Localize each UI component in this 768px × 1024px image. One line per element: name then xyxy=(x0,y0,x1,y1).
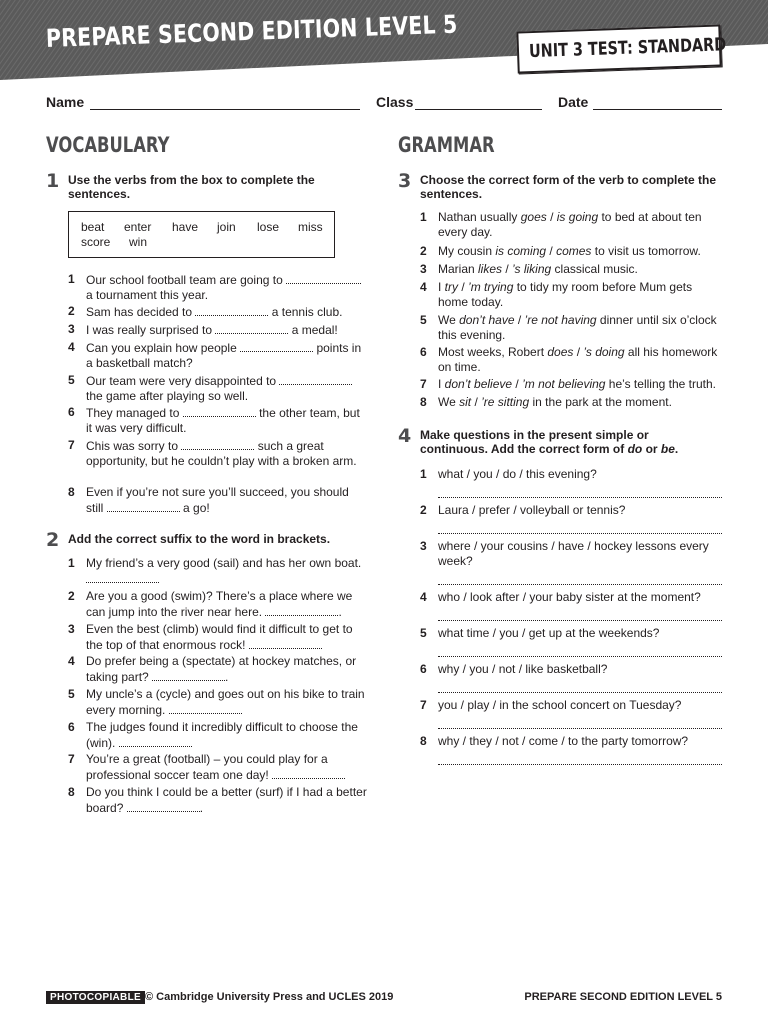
name-field[interactable] xyxy=(90,109,360,110)
exercise-item xyxy=(420,503,722,518)
date-label: Date xyxy=(558,94,589,110)
item-text-before: Marian xyxy=(438,262,479,276)
item-text-before: The judges found it incredibly difficult to choose the (win). xyxy=(86,720,358,750)
exercise-item xyxy=(68,340,368,371)
item-text-before: My cousin xyxy=(438,244,496,258)
verb-option-2[interactable]: is going xyxy=(556,210,599,224)
answer-gap[interactable] xyxy=(265,604,338,616)
exercise-item xyxy=(68,405,368,436)
footer-series-title: PREPARE SECOND EDITION LEVEL 5 xyxy=(524,991,722,1003)
verb-option-2[interactable]: ’m trying xyxy=(468,280,514,294)
verb-option-1[interactable]: does xyxy=(547,345,574,359)
item-text-after: to visit us tomorrow. xyxy=(591,244,701,258)
item-number: 7 xyxy=(68,752,75,766)
item-text-before: Our team were very disappointed to xyxy=(86,374,280,388)
answer-gap[interactable] xyxy=(183,405,256,417)
item-text xyxy=(438,313,722,343)
exercise-item xyxy=(420,626,722,641)
item-text xyxy=(86,720,368,751)
answer-line[interactable] xyxy=(438,692,722,693)
item-number: 2 xyxy=(420,244,427,258)
item-text xyxy=(438,210,722,240)
item-number: 8 xyxy=(420,395,427,409)
item-text-after: in the park at the moment. xyxy=(529,395,672,409)
answer-line[interactable] xyxy=(438,656,722,657)
exercise-item xyxy=(420,244,722,259)
item-text-after: he’s telling the truth. xyxy=(605,377,716,391)
exercise-2-number: 2 xyxy=(46,529,60,551)
word-box-word: enter xyxy=(124,220,152,234)
answer-line[interactable] xyxy=(438,764,722,765)
instruction-do: do xyxy=(627,442,643,456)
exercise-2-instruction: Add the correct suffix to the word in brackets. xyxy=(68,532,331,546)
word-box xyxy=(68,211,335,258)
item-text xyxy=(86,340,368,371)
item-text-before: Most weeks, Robert xyxy=(438,345,548,359)
word-box-word: win xyxy=(129,235,148,249)
name-class-date-row xyxy=(46,94,722,114)
answer-gap[interactable] xyxy=(286,272,361,284)
exercise-item xyxy=(420,313,722,343)
item-number: 3 xyxy=(420,539,427,553)
item-number: 5 xyxy=(68,687,75,701)
option-separator: / xyxy=(514,313,525,327)
item-text xyxy=(438,262,722,277)
item-number: 1 xyxy=(68,272,75,286)
exercise-item xyxy=(68,556,368,587)
date-field[interactable] xyxy=(593,109,722,110)
item-text-before: I xyxy=(438,280,445,294)
exercise-item xyxy=(420,262,722,277)
item-number: 8 xyxy=(68,785,75,799)
word-box-word: miss xyxy=(298,220,323,234)
answer-gap[interactable] xyxy=(152,669,225,681)
item-number: 4 xyxy=(420,280,427,294)
exercise-item xyxy=(68,485,368,516)
exercise-item xyxy=(68,589,368,620)
answer-gap[interactable] xyxy=(107,500,180,512)
item-text-before: Even if you’re not sure you’ll succeed, you should still xyxy=(86,485,349,515)
class-field[interactable] xyxy=(415,109,542,110)
exercise-item xyxy=(68,373,368,404)
photocopiable-badge: PHOTOCOPIABLE xyxy=(46,991,145,1004)
instruction-or: or xyxy=(642,442,661,456)
answer-line[interactable] xyxy=(438,497,722,498)
item-text xyxy=(86,752,368,783)
verb-option-2[interactable]: ’re sitting xyxy=(481,395,530,409)
answer-gap[interactable] xyxy=(119,735,192,747)
item-number: 4 xyxy=(420,590,427,604)
verb-option-2[interactable]: ’s doing xyxy=(583,345,625,359)
item-text-before: Sam has decided to xyxy=(86,305,196,319)
verb-option-1[interactable]: is coming xyxy=(495,244,547,258)
item-number: 8 xyxy=(420,734,427,748)
verb-option-2[interactable]: comes xyxy=(556,244,592,258)
copyright-text: © Cambridge University Press and UCLES 2019 xyxy=(145,991,394,1003)
verb-option-2[interactable]: ’re not having xyxy=(524,313,597,327)
item-text-after: a tournament this year. xyxy=(86,288,209,302)
instruction-end: . xyxy=(674,442,679,456)
answer-gap[interactable] xyxy=(215,322,288,334)
item-prompt: where / your cousins / have / hockey lessons every week? xyxy=(438,539,709,568)
answer-gap[interactable] xyxy=(127,800,200,812)
item-text xyxy=(86,373,368,404)
answer-line[interactable] xyxy=(438,620,722,621)
item-number: 4 xyxy=(68,654,75,668)
item-text xyxy=(86,485,368,516)
exercise-item xyxy=(68,622,368,653)
item-text-after: the game after playing so well. xyxy=(86,389,249,403)
option-separator: / xyxy=(546,210,557,224)
item-text xyxy=(86,654,368,685)
word-box-word: join xyxy=(217,220,236,234)
item-number: 5 xyxy=(420,313,427,327)
exercise-item xyxy=(420,280,722,310)
exercise-3-number: 3 xyxy=(398,170,412,192)
item-number: 7 xyxy=(420,698,427,712)
item-text-after: to bed at about ten every day. xyxy=(438,210,702,239)
item-prompt: what time / you / get up at the weekends? xyxy=(438,626,660,640)
verb-option-1[interactable]: sit xyxy=(459,395,472,409)
exercise-1-instruction: Use the verbs from the box to complete the sentences. xyxy=(68,173,315,201)
exercise-item xyxy=(420,662,722,677)
exercise-item xyxy=(420,698,722,713)
item-number: 4 xyxy=(68,340,75,354)
item-text-after: a medal! xyxy=(288,323,338,337)
item-number: 6 xyxy=(68,720,75,734)
item-text-before: My uncle’s a (cycle) and goes out on his bike to train every morning. xyxy=(86,687,365,717)
item-text-before: Are you a good (swim)? There’s a place where we can jump into the river near here. xyxy=(86,589,353,619)
exercise-4-instruction xyxy=(420,428,720,456)
item-text-after: such a great opportunity, but he couldn’t play with a broken arm. xyxy=(86,439,357,468)
answer-gap[interactable] xyxy=(169,702,242,714)
item-text-after: . xyxy=(338,605,342,619)
item-text-before: Chis was sorry to xyxy=(86,439,182,453)
item-text xyxy=(86,438,368,469)
exercise-item xyxy=(68,654,368,685)
vocabulary-heading: VOCABULARY xyxy=(46,133,170,157)
answer-gap[interactable] xyxy=(272,767,345,779)
item-text-before: We xyxy=(438,395,460,409)
item-text-before: I xyxy=(438,377,445,391)
item-number: 8 xyxy=(68,485,75,499)
item-text-before: Can you explain how people xyxy=(86,341,241,355)
option-separator: / xyxy=(471,395,482,409)
item-text xyxy=(86,556,368,587)
grammar-heading: GRAMMAR xyxy=(398,133,495,157)
word-box-word: score xyxy=(81,235,111,249)
item-text-after: . xyxy=(199,801,204,815)
item-text-before: I was really surprised to xyxy=(86,323,216,337)
item-number: 3 xyxy=(420,262,427,276)
item-text xyxy=(438,280,722,310)
option-separator: / xyxy=(546,244,557,258)
item-text-after: to tidy my room before Mum gets home today. xyxy=(438,280,693,309)
item-text xyxy=(86,622,368,653)
item-number: 1 xyxy=(420,210,427,224)
item-text-before: Do you think I could be a better (surf) if I had a better board? xyxy=(86,785,367,815)
item-prompt: you / play / in the school concert on Tuesday? xyxy=(438,698,682,712)
item-number: 5 xyxy=(68,373,75,387)
verb-option-1[interactable]: try xyxy=(444,280,459,294)
answer-gap[interactable] xyxy=(181,438,254,450)
item-text-before: My friend’s a very good (sail) and has her own boat. xyxy=(86,556,362,570)
item-number: 2 xyxy=(68,304,75,318)
series-title: PREPARE SECOND EDITION LEVEL 5 xyxy=(45,9,458,53)
item-prompt: who / look after / your baby sister at the moment? xyxy=(438,590,701,604)
option-separator: / xyxy=(458,280,469,294)
item-text xyxy=(86,687,368,718)
item-text-before: Do prefer being a (spectate) at hockey matches, or taking part? xyxy=(86,654,357,684)
item-text xyxy=(86,322,368,338)
exercise-4-number: 4 xyxy=(398,425,412,447)
item-number: 7 xyxy=(420,377,427,391)
item-text-before: You’re a great (football) – you could play for a professional soccer team one day! xyxy=(86,752,328,782)
verb-option-1[interactable]: don’t have xyxy=(459,313,515,327)
verb-option-1[interactable]: goes xyxy=(520,210,547,224)
answer-gap[interactable] xyxy=(86,571,159,583)
item-text xyxy=(86,272,368,303)
answer-line[interactable] xyxy=(438,584,722,585)
item-text xyxy=(86,589,368,620)
answer-gap[interactable] xyxy=(279,373,352,385)
answer-line[interactable] xyxy=(438,533,722,534)
item-text-before: They managed to xyxy=(86,406,183,420)
exercise-item xyxy=(420,467,722,482)
exercise-item xyxy=(68,438,368,469)
item-number: 1 xyxy=(420,467,427,481)
option-separator: / xyxy=(512,377,523,391)
exercise-item xyxy=(420,539,722,569)
exercise-item xyxy=(420,377,722,392)
item-text-before: Our school football team are going to xyxy=(86,273,287,287)
item-text xyxy=(86,405,368,436)
item-text xyxy=(86,304,368,320)
answer-gap[interactable] xyxy=(195,304,268,316)
item-number: 5 xyxy=(420,626,427,640)
item-text-after: a tennis club. xyxy=(268,305,343,319)
exercise-3-instruction: Choose the correct form of the verb to complete the sentences. xyxy=(420,173,717,201)
item-text-before: Even the best (climb) would find it difficult to get to the top of that enormous rock! xyxy=(86,622,353,652)
footer xyxy=(46,991,722,1005)
item-number: 6 xyxy=(68,405,75,419)
exercise-item xyxy=(68,687,368,718)
item-text-before: Nathan usually xyxy=(438,210,521,224)
word-box-word: beat xyxy=(81,220,105,234)
item-number: 2 xyxy=(68,589,75,603)
exercise-item xyxy=(68,752,368,783)
item-text-after: classical music. xyxy=(551,262,638,276)
exercise-1-number: 1 xyxy=(46,170,60,192)
item-text-after: all his homework on time. xyxy=(438,345,718,374)
item-prompt: Laura / prefer / volleyball or tennis? xyxy=(438,503,626,517)
exercise-item xyxy=(68,720,368,751)
exercise-item xyxy=(68,272,368,303)
exercise-item xyxy=(68,322,368,338)
exercise-item xyxy=(420,395,722,410)
item-prompt: why / they / not / come / to the party tomorrow? xyxy=(438,734,689,748)
word-box-word: have xyxy=(172,220,199,234)
verb-option-1[interactable]: don’t believe xyxy=(444,377,513,391)
exercise-item xyxy=(420,345,722,375)
class-label: Class xyxy=(376,94,414,110)
item-text-after: points in a basketball match? xyxy=(86,341,362,370)
test-label: UNIT 3 TEST: STANDARD xyxy=(528,34,727,63)
verb-option-2[interactable]: ’s liking xyxy=(512,262,552,276)
item-number: 7 xyxy=(68,438,75,452)
item-text-after: a go! xyxy=(179,501,210,515)
answer-gap[interactable] xyxy=(240,340,313,352)
item-prompt: what / you / do / this evening? xyxy=(438,467,597,481)
item-text-after: dinner until six o’clock this evening. xyxy=(438,313,717,342)
item-text xyxy=(438,377,722,392)
verb-option-1[interactable]: likes xyxy=(478,262,503,276)
exercise-item xyxy=(420,210,722,240)
item-text-after: the other team, but it was very difficult. xyxy=(86,406,360,435)
item-text xyxy=(438,244,722,259)
item-text xyxy=(438,395,722,410)
name-label: Name xyxy=(46,94,85,110)
instruction-be: be xyxy=(660,442,675,456)
item-number: 2 xyxy=(420,503,427,517)
answer-gap[interactable] xyxy=(249,637,322,649)
instruction-text: Make questions in the present simple or continuous. Add the correct form of xyxy=(420,428,649,456)
exercise-item xyxy=(420,734,722,749)
item-number: 1 xyxy=(68,556,75,570)
item-number: 3 xyxy=(68,622,75,636)
word-box-word: lose xyxy=(257,220,280,234)
item-number: 6 xyxy=(420,345,427,359)
answer-line[interactable] xyxy=(438,728,722,729)
exercise-item xyxy=(420,590,722,605)
item-text xyxy=(86,785,368,816)
item-number: 3 xyxy=(68,322,75,336)
item-text xyxy=(438,345,722,375)
test-badge xyxy=(516,24,727,73)
item-prompt: why / you / not / like basketball? xyxy=(438,662,608,676)
option-separator: / xyxy=(502,262,513,276)
item-text-after: . xyxy=(225,670,229,684)
item-number: 6 xyxy=(420,662,427,676)
option-separator: / xyxy=(573,345,584,359)
verb-option-2[interactable]: ’m not believing xyxy=(522,377,606,391)
item-text-before: We xyxy=(438,313,460,327)
exercise-item xyxy=(68,304,368,320)
exercise-item xyxy=(68,785,368,816)
